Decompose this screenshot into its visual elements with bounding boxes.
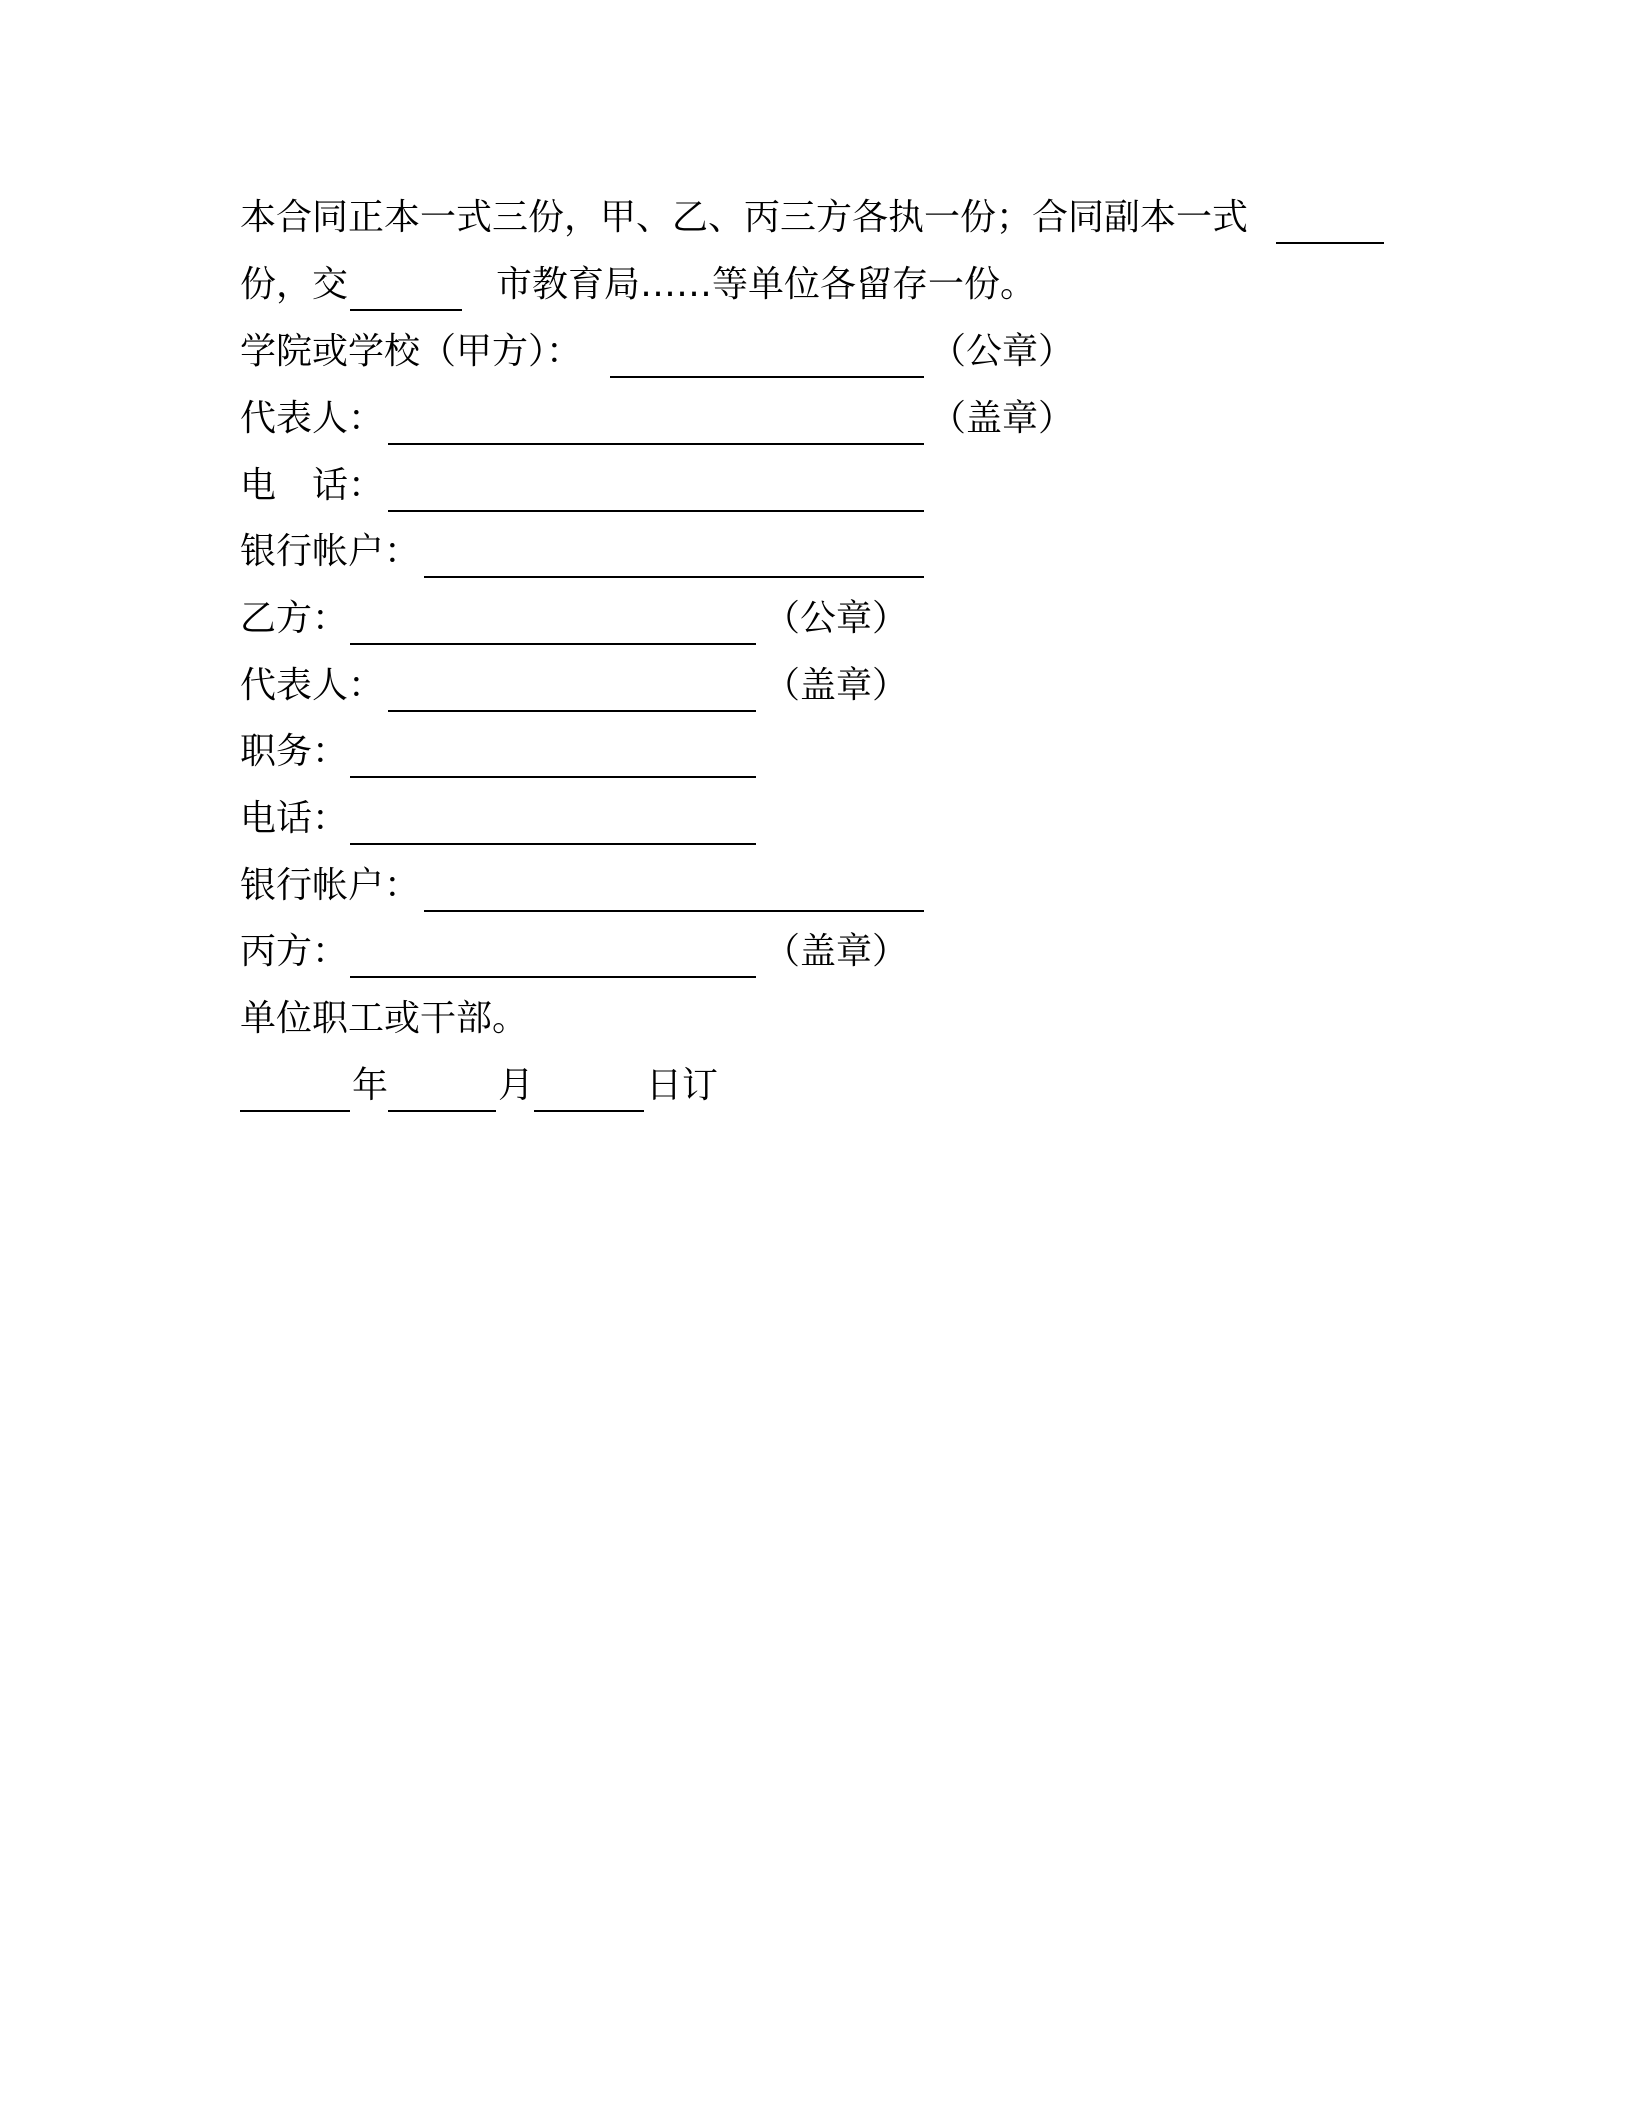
party-a-rep-label: 代表人：	[240, 398, 385, 439]
paragraph-text-1: 本合同正本一式三份，甲、乙、丙三方各执一份；合同副本一式	[240, 197, 1249, 238]
party-a-bank-label: 银行帐户：	[240, 531, 421, 572]
party-b-bank-label: 银行帐户：	[240, 865, 421, 906]
party-b-rep-blank[interactable]	[388, 710, 756, 712]
paragraph-text-2-prefix: 份，交	[240, 264, 349, 305]
party-b-phone-label: 电话：	[240, 798, 349, 839]
party-b-position-blank[interactable]	[350, 776, 756, 778]
party-b-bank-blank[interactable]	[424, 910, 924, 912]
party-a-school-blank[interactable]	[610, 376, 924, 378]
party-b-position-label: 职务：	[240, 731, 349, 772]
party-b-rep-label: 代表人：	[240, 665, 385, 706]
party-c-blank[interactable]	[350, 976, 756, 978]
day-label: 日订	[646, 1065, 719, 1106]
year-blank[interactable]	[240, 1110, 350, 1112]
party-b-rep-seal: （盖章）	[764, 665, 909, 706]
paragraph-text-2-suffix: 市教育局……等单位各留存一份。	[496, 264, 1037, 305]
party-c-label: 丙方：	[240, 931, 349, 972]
party-b-blank[interactable]	[350, 643, 756, 645]
party-a-school-seal: （公章）	[930, 331, 1075, 372]
party-b-phone-blank[interactable]	[350, 843, 756, 845]
party-b-label: 乙方：	[240, 598, 349, 639]
party-a-phone-label: 电 话：	[240, 465, 385, 506]
party-c-note: 单位职工或干部。	[240, 998, 529, 1039]
month-blank[interactable]	[388, 1110, 496, 1112]
city-blank[interactable]	[350, 309, 462, 311]
party-a-school-label: 学院或学校（甲方）：	[240, 331, 583, 372]
year-label: 年	[352, 1065, 389, 1106]
party-a-phone-blank[interactable]	[388, 510, 924, 512]
month-label: 月	[498, 1065, 535, 1106]
party-b-seal: （公章）	[764, 598, 909, 639]
party-c-seal: （盖章）	[764, 931, 909, 972]
party-a-rep-seal: （盖章）	[930, 398, 1075, 439]
copies-count-blank[interactable]	[1276, 242, 1384, 244]
party-a-rep-blank[interactable]	[388, 443, 924, 445]
day-blank[interactable]	[534, 1110, 644, 1112]
party-a-bank-blank[interactable]	[424, 576, 924, 578]
